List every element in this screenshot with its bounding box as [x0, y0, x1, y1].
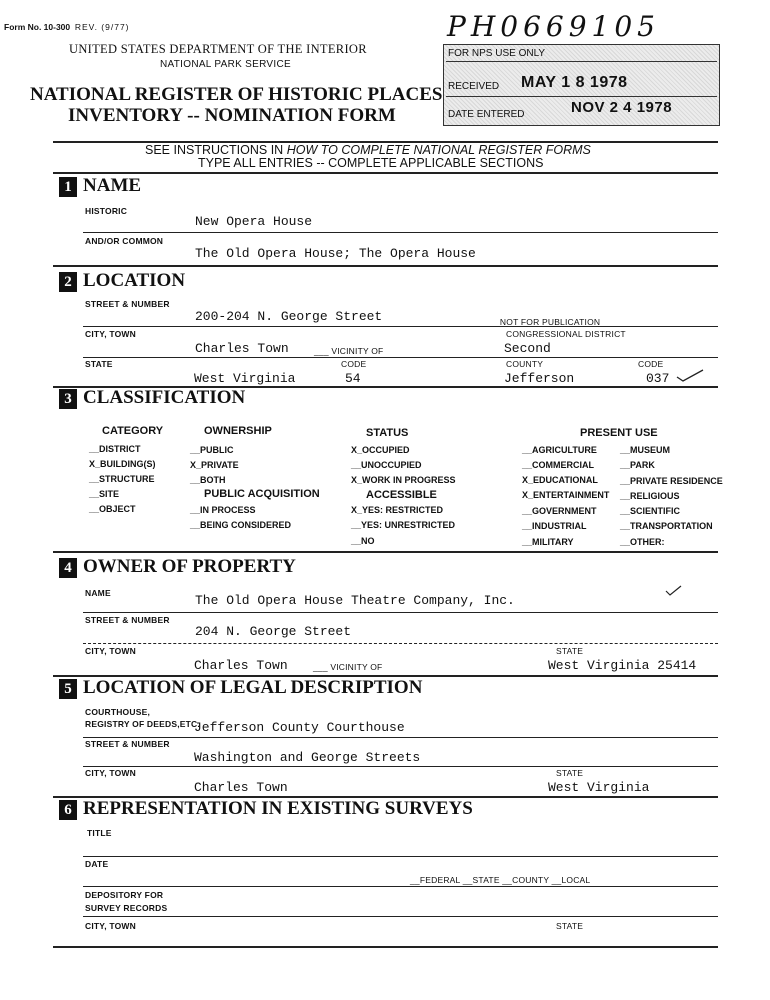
present-use-heading: PRESENT USE — [580, 427, 658, 439]
depository-label-2: SURVEY RECORDS — [85, 903, 168, 913]
section-6-title: REPRESENTATION IN EXISTING SURVEYS — [83, 798, 473, 819]
use-military: __MILITARY — [522, 537, 574, 547]
owner-state-label: STATE — [556, 646, 584, 656]
category-object: __OBJECT — [89, 504, 136, 514]
use-commercial: __COMMERCIAL — [522, 460, 595, 470]
form-subtitle: INVENTORY -- NOMINATION FORM — [68, 105, 396, 126]
form-number: Form No. 10-300 REV. (9/77) — [4, 22, 130, 32]
owner-state-zip: West Virginia 25414 — [548, 658, 697, 673]
use-other: __OTHER: — [620, 537, 665, 547]
courthouse-label: COURTHOUSE, — [85, 707, 151, 717]
service-name: NATIONAL PARK SERVICE — [160, 59, 291, 70]
county: Jefferson — [504, 371, 575, 386]
handwritten-reference-number: PH0669105 — [447, 10, 660, 43]
not-for-publication: _NOT FOR PUBLICATION — [495, 317, 601, 327]
accessible-unrestricted: __YES: UNRESTRICTED — [351, 520, 456, 530]
status-work-in-progress: X_WORK IN PROGRESS — [351, 475, 456, 485]
owner-street: 204 N. George Street — [195, 624, 352, 639]
nps-use-only-label: FOR NPS USE ONLY — [448, 48, 546, 59]
section-5-title: LOCATION OF LEGAL DESCRIPTION — [83, 677, 423, 698]
ownership-heading: OWNERSHIP — [204, 425, 272, 437]
section-1-number: 1 — [59, 177, 77, 197]
courthouse: Jefferson County Courthouse — [194, 720, 405, 735]
department-name: UNITED STATES DEPARTMENT OF THE INTERIOR — [69, 42, 367, 56]
legal-street-label: STREET & NUMBER — [85, 739, 170, 749]
use-industrial: __INDUSTRIAL — [522, 521, 587, 531]
use-government: __GOVERNMENT — [522, 506, 597, 516]
common-name: The Old Opera House; The Opera House — [195, 246, 476, 261]
category-site: __SITE — [89, 489, 120, 499]
owner-vicinity-of: ___ VICINITY OF — [313, 662, 383, 672]
use-scientific: __SCIENTIFIC — [620, 506, 681, 516]
section-2-title: LOCATION — [83, 270, 186, 291]
historic-label: HISTORIC — [85, 206, 128, 216]
registry-label: REGISTRY OF DEEDS,ETC. — [85, 719, 200, 729]
section-1-title: NAME — [83, 175, 142, 196]
ownership-private: X_PRIVATE — [190, 460, 239, 470]
instructions-line-1: SEE INSTRUCTIONS IN HOW TO COMPLETE NATIONAL REGISTER FORMS — [145, 143, 591, 157]
legal-state: West Virginia — [548, 780, 650, 795]
legal-city-label: CITY, TOWN — [85, 768, 136, 778]
accessible-no: __NO — [351, 536, 375, 546]
legal-state-label: STATE — [556, 768, 584, 778]
county-code: 037 — [646, 371, 670, 386]
status-unoccupied: __UNOCCUPIED — [351, 460, 422, 470]
state-code-label: CODE — [341, 359, 367, 369]
survey-levels: __FEDERAL __STATE __COUNTY __LOCAL — [410, 875, 591, 885]
section-4-number: 4 — [59, 558, 77, 578]
location-street: 200-204 N. George Street — [195, 309, 383, 324]
city-town-label: CITY, TOWN — [85, 329, 136, 339]
accessible-restricted: X_YES: RESTRICTED — [351, 505, 444, 515]
form-title: NATIONAL REGISTER OF HISTORIC PLACES — [30, 84, 443, 105]
state-label: STATE — [85, 359, 113, 369]
section-3-title: CLASSIFICATION — [83, 387, 246, 408]
section-5-number: 5 — [59, 679, 77, 699]
use-private-residence: __PRIVATE RESIDENCE — [620, 476, 723, 486]
congressional-district-label: CONGRESSIONAL DISTRICT — [506, 329, 626, 339]
common-name-label: AND/OR COMMON — [85, 236, 164, 246]
county-code-label: CODE — [638, 359, 664, 369]
use-transportation: __TRANSPORTATION — [620, 521, 713, 531]
category-structure: __STRUCTURE — [89, 474, 155, 484]
owner-street-label: STREET & NUMBER — [85, 615, 170, 625]
owner-city: Charles Town — [194, 658, 288, 673]
state-code: 54 — [345, 371, 361, 386]
legal-street: Washington and George Streets — [194, 750, 421, 765]
section-4-title: OWNER OF PROPERTY — [83, 556, 296, 577]
legal-city: Charles Town — [194, 780, 288, 795]
status-occupied: X_OCCUPIED — [351, 445, 410, 455]
ownership-public: __PUBLIC — [190, 445, 234, 455]
survey-date-label: DATE — [85, 859, 109, 869]
accessible-heading: ACCESSIBLE — [366, 489, 437, 501]
street-number-label: STREET & NUMBER — [85, 299, 170, 309]
use-religious: __RELIGIOUS — [620, 491, 680, 501]
vicinity-of: ___ VICINITY OF — [314, 346, 384, 356]
use-agriculture: __AGRICULTURE — [522, 445, 597, 455]
ownership-both: __BOTH — [190, 475, 226, 485]
survey-state-label: STATE — [556, 921, 584, 931]
survey-city-label: CITY, TOWN — [85, 921, 136, 931]
use-museum: __MUSEUM — [620, 445, 671, 455]
public-acquisition-heading: PUBLIC ACQUISITION — [204, 488, 320, 500]
nps-use-only-box — [443, 44, 720, 126]
use-educational: X_EDUCATIONAL — [522, 475, 598, 485]
section-6-number: 6 — [59, 800, 77, 820]
date-entered-stamp: NOV 2 4 1978 — [571, 99, 673, 116]
received-stamp: MAY 1 8 1978 — [521, 74, 628, 91]
category-heading: CATEGORY — [102, 425, 164, 437]
acquisition-being-considered: __BEING CONSIDERED — [190, 520, 292, 530]
location-city: Charles Town — [195, 341, 289, 356]
congressional-district: Second — [504, 341, 551, 356]
county-label: COUNTY — [506, 359, 544, 369]
survey-title-label: TITLE — [87, 828, 112, 838]
category-building: X_BUILDING(S) — [89, 459, 156, 469]
owner-name: The Old Opera House Theatre Company, Inc. — [195, 593, 515, 608]
depository-label-1: DEPOSITORY FOR — [85, 890, 164, 900]
owner-city-label: CITY, TOWN — [85, 646, 136, 656]
location-state: West Virginia — [194, 371, 296, 386]
section-2-number: 2 — [59, 272, 77, 292]
instructions-line-2: TYPE ALL ENTRIES -- COMPLETE APPLICABLE SECTIONS — [198, 156, 544, 170]
acquisition-in-process: __IN PROCESS — [190, 505, 256, 515]
use-park: __PARK — [620, 460, 655, 470]
status-heading: STATUS — [366, 427, 409, 439]
use-entertainment: X_ENTERTAINMENT — [522, 490, 610, 500]
checkmark-icon — [675, 368, 705, 382]
historic-name: New Opera House — [195, 214, 313, 229]
checkmark-icon — [665, 585, 683, 597]
date-entered-label: DATE ENTERED — [448, 109, 525, 120]
category-district: __DISTRICT — [89, 444, 141, 454]
section-3-number: 3 — [59, 389, 77, 409]
received-label: RECEIVED — [448, 81, 500, 92]
owner-name-label: NAME — [85, 588, 111, 598]
